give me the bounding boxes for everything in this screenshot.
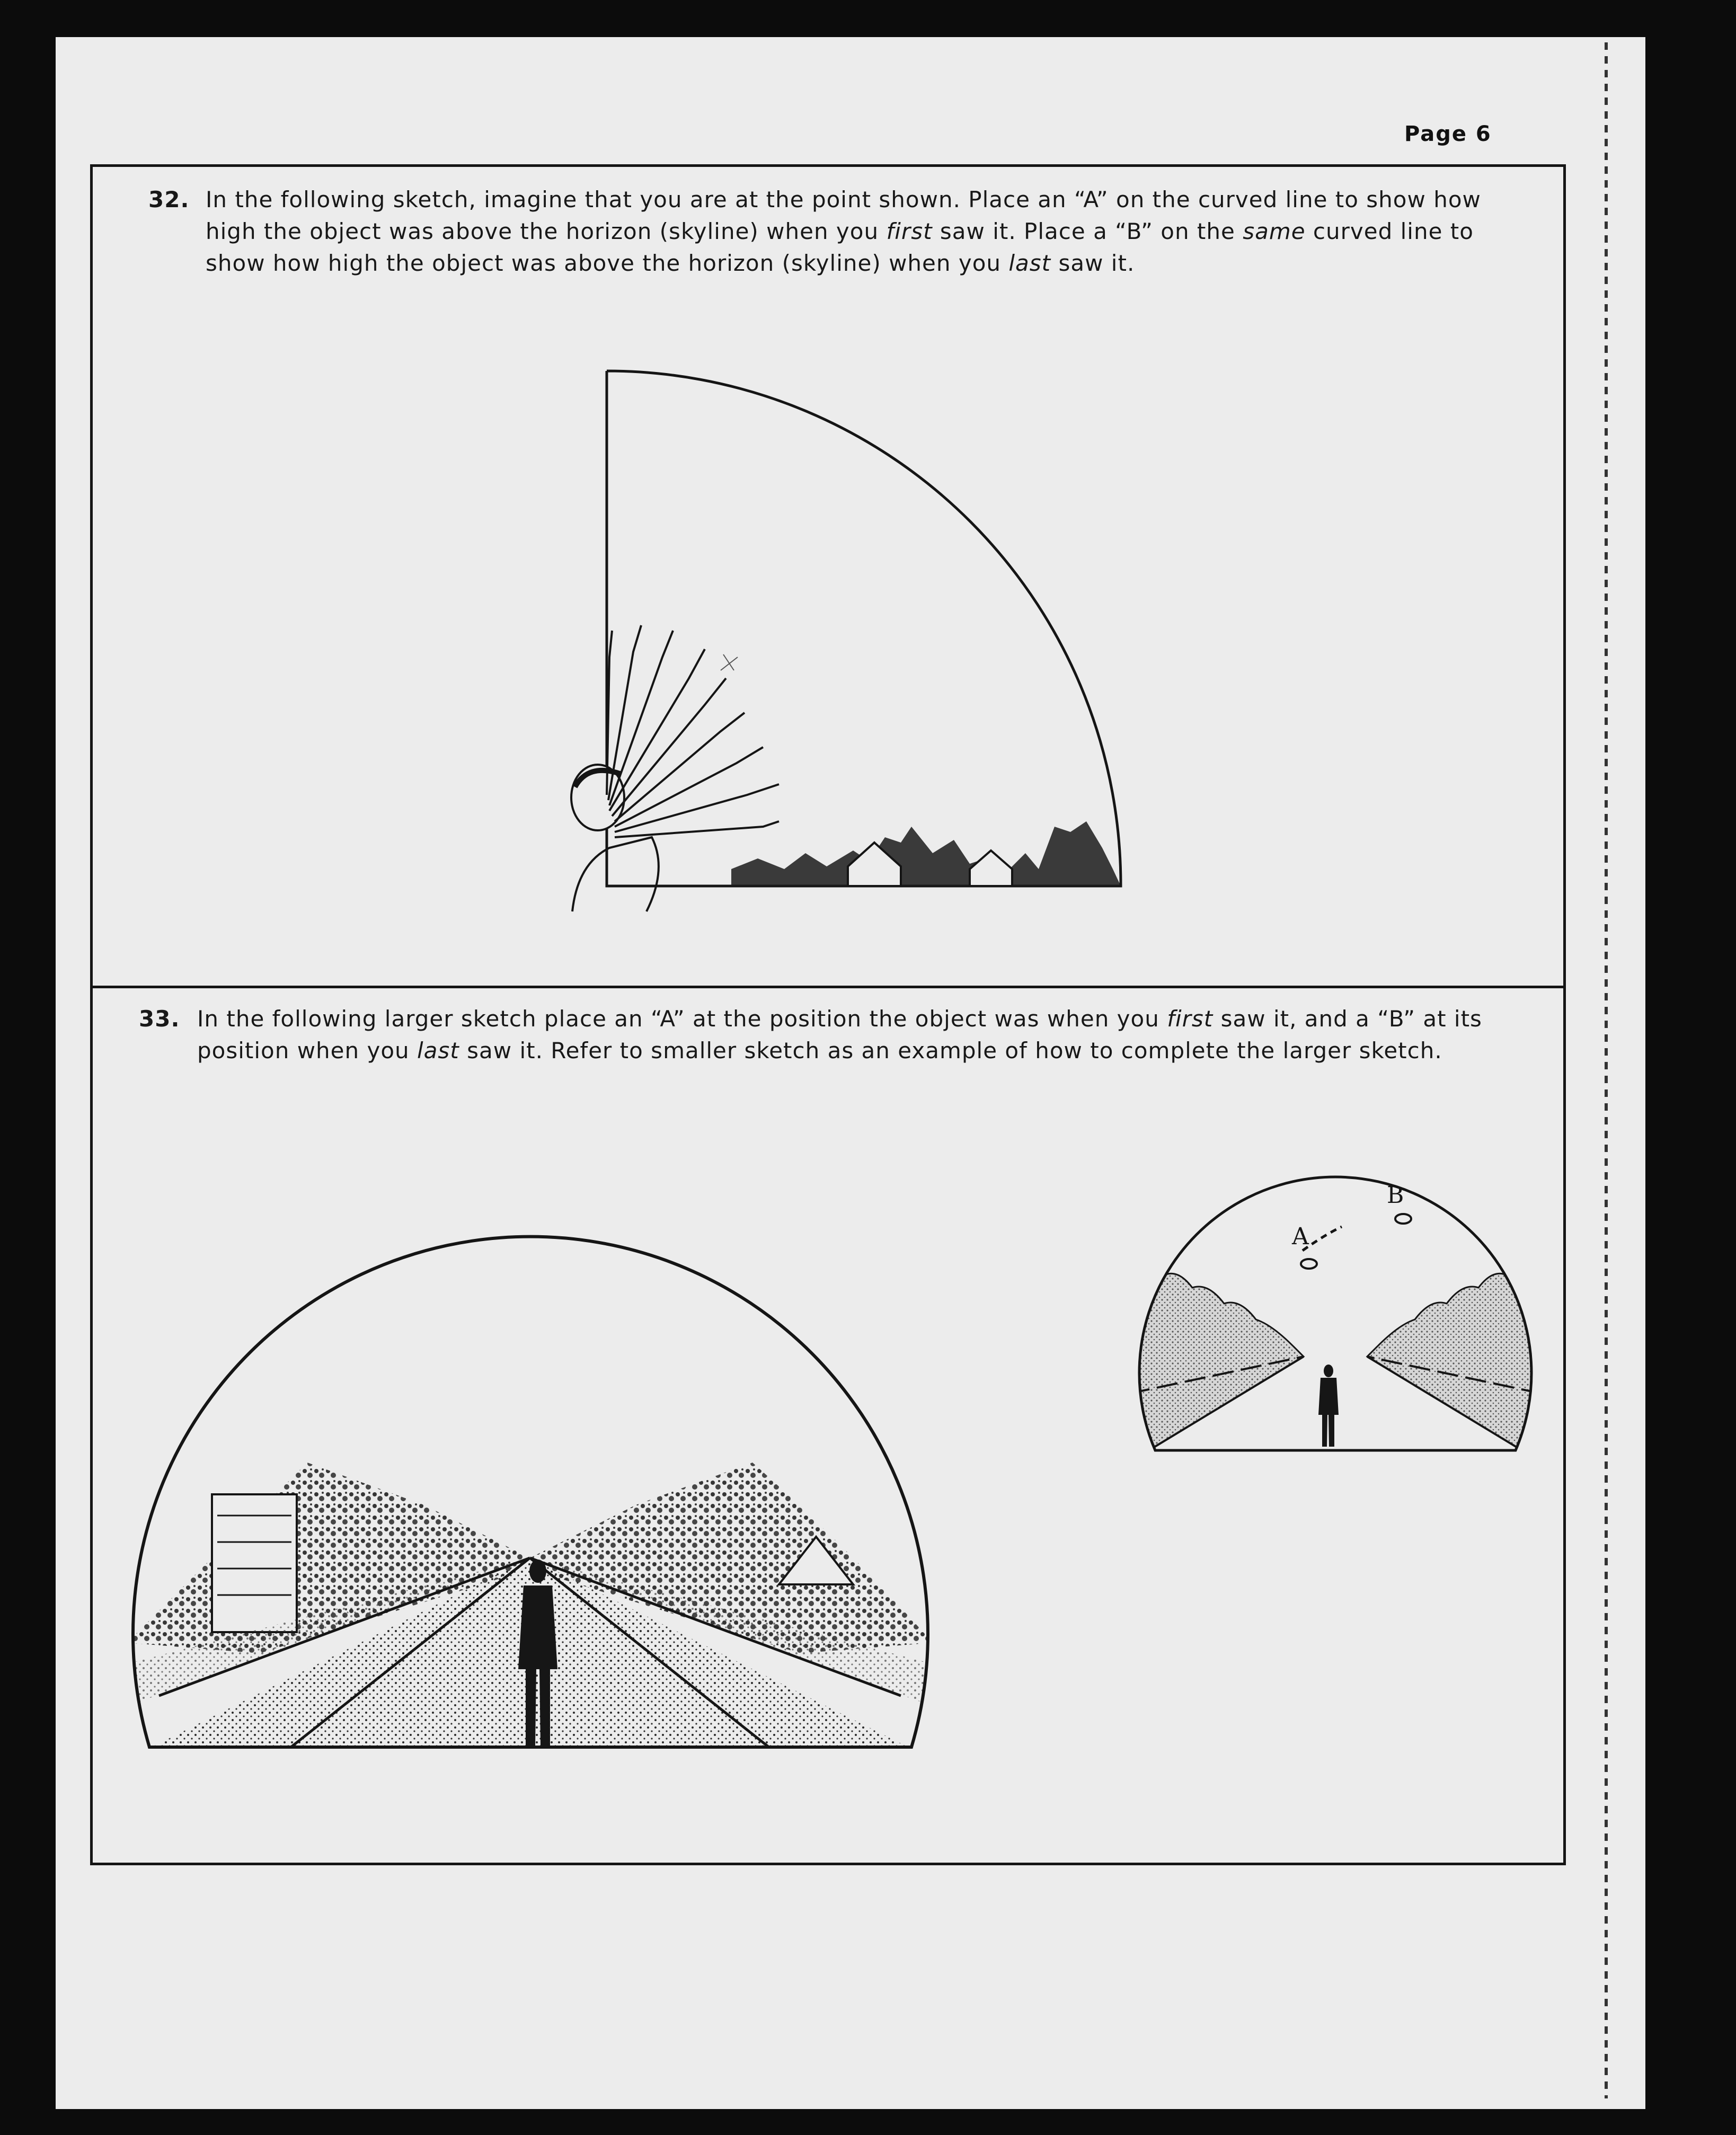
emphasis-last: last	[417, 1038, 459, 1064]
pointing-arms	[607, 625, 779, 837]
question-text	[197, 1003, 1548, 1067]
quarter-circle-sketch	[530, 360, 1139, 943]
page-number: Page 6	[1404, 122, 1492, 146]
text-segment: saw it. Refer to smaller sketch as an example of how to complete the larger sketch.	[459, 1038, 1442, 1064]
text-segment: saw it, and a “B” at its position when you	[197, 1006, 1482, 1064]
paper-edge	[1605, 42, 1608, 2098]
text-segment: In the following sketch, imagine that you are at the point shown. Place an “A” on the curved line to show how high the object was above the horizon (skyline) when you	[206, 187, 1481, 244]
example-dome-sketch	[1129, 1166, 1542, 1463]
object-position-a	[1301, 1259, 1317, 1269]
question-number: 33.	[139, 1006, 180, 1032]
text-segment: curved line to show how high the object was above the horizon (skyline) when you	[206, 218, 1474, 276]
text-segment: saw it.	[1051, 250, 1135, 276]
label-b: B	[1387, 1182, 1404, 1209]
emphasis-last: last	[1008, 250, 1051, 276]
quarter-circle-curve[interactable]	[607, 371, 1121, 886]
example-street-scene	[1129, 1268, 1542, 1463]
large-dome-sketch[interactable]	[127, 1176, 933, 1759]
label-a: A	[1292, 1223, 1309, 1250]
question-number: 32.	[148, 187, 190, 212]
emphasis-same: same	[1243, 218, 1306, 244]
emphasis-first: first	[1167, 1006, 1214, 1032]
emphasis-first: first	[886, 218, 933, 244]
skyline-houses	[731, 821, 1121, 886]
text-segment: saw it. Place a “B” on the	[932, 218, 1243, 244]
object-position-b	[1395, 1214, 1411, 1224]
example-person	[1318, 1365, 1339, 1447]
text-segment: In the following larger sketch place an “A” at the position the object was when you	[197, 1006, 1167, 1032]
pencil-mark	[721, 654, 738, 670]
question-text	[206, 184, 1536, 279]
